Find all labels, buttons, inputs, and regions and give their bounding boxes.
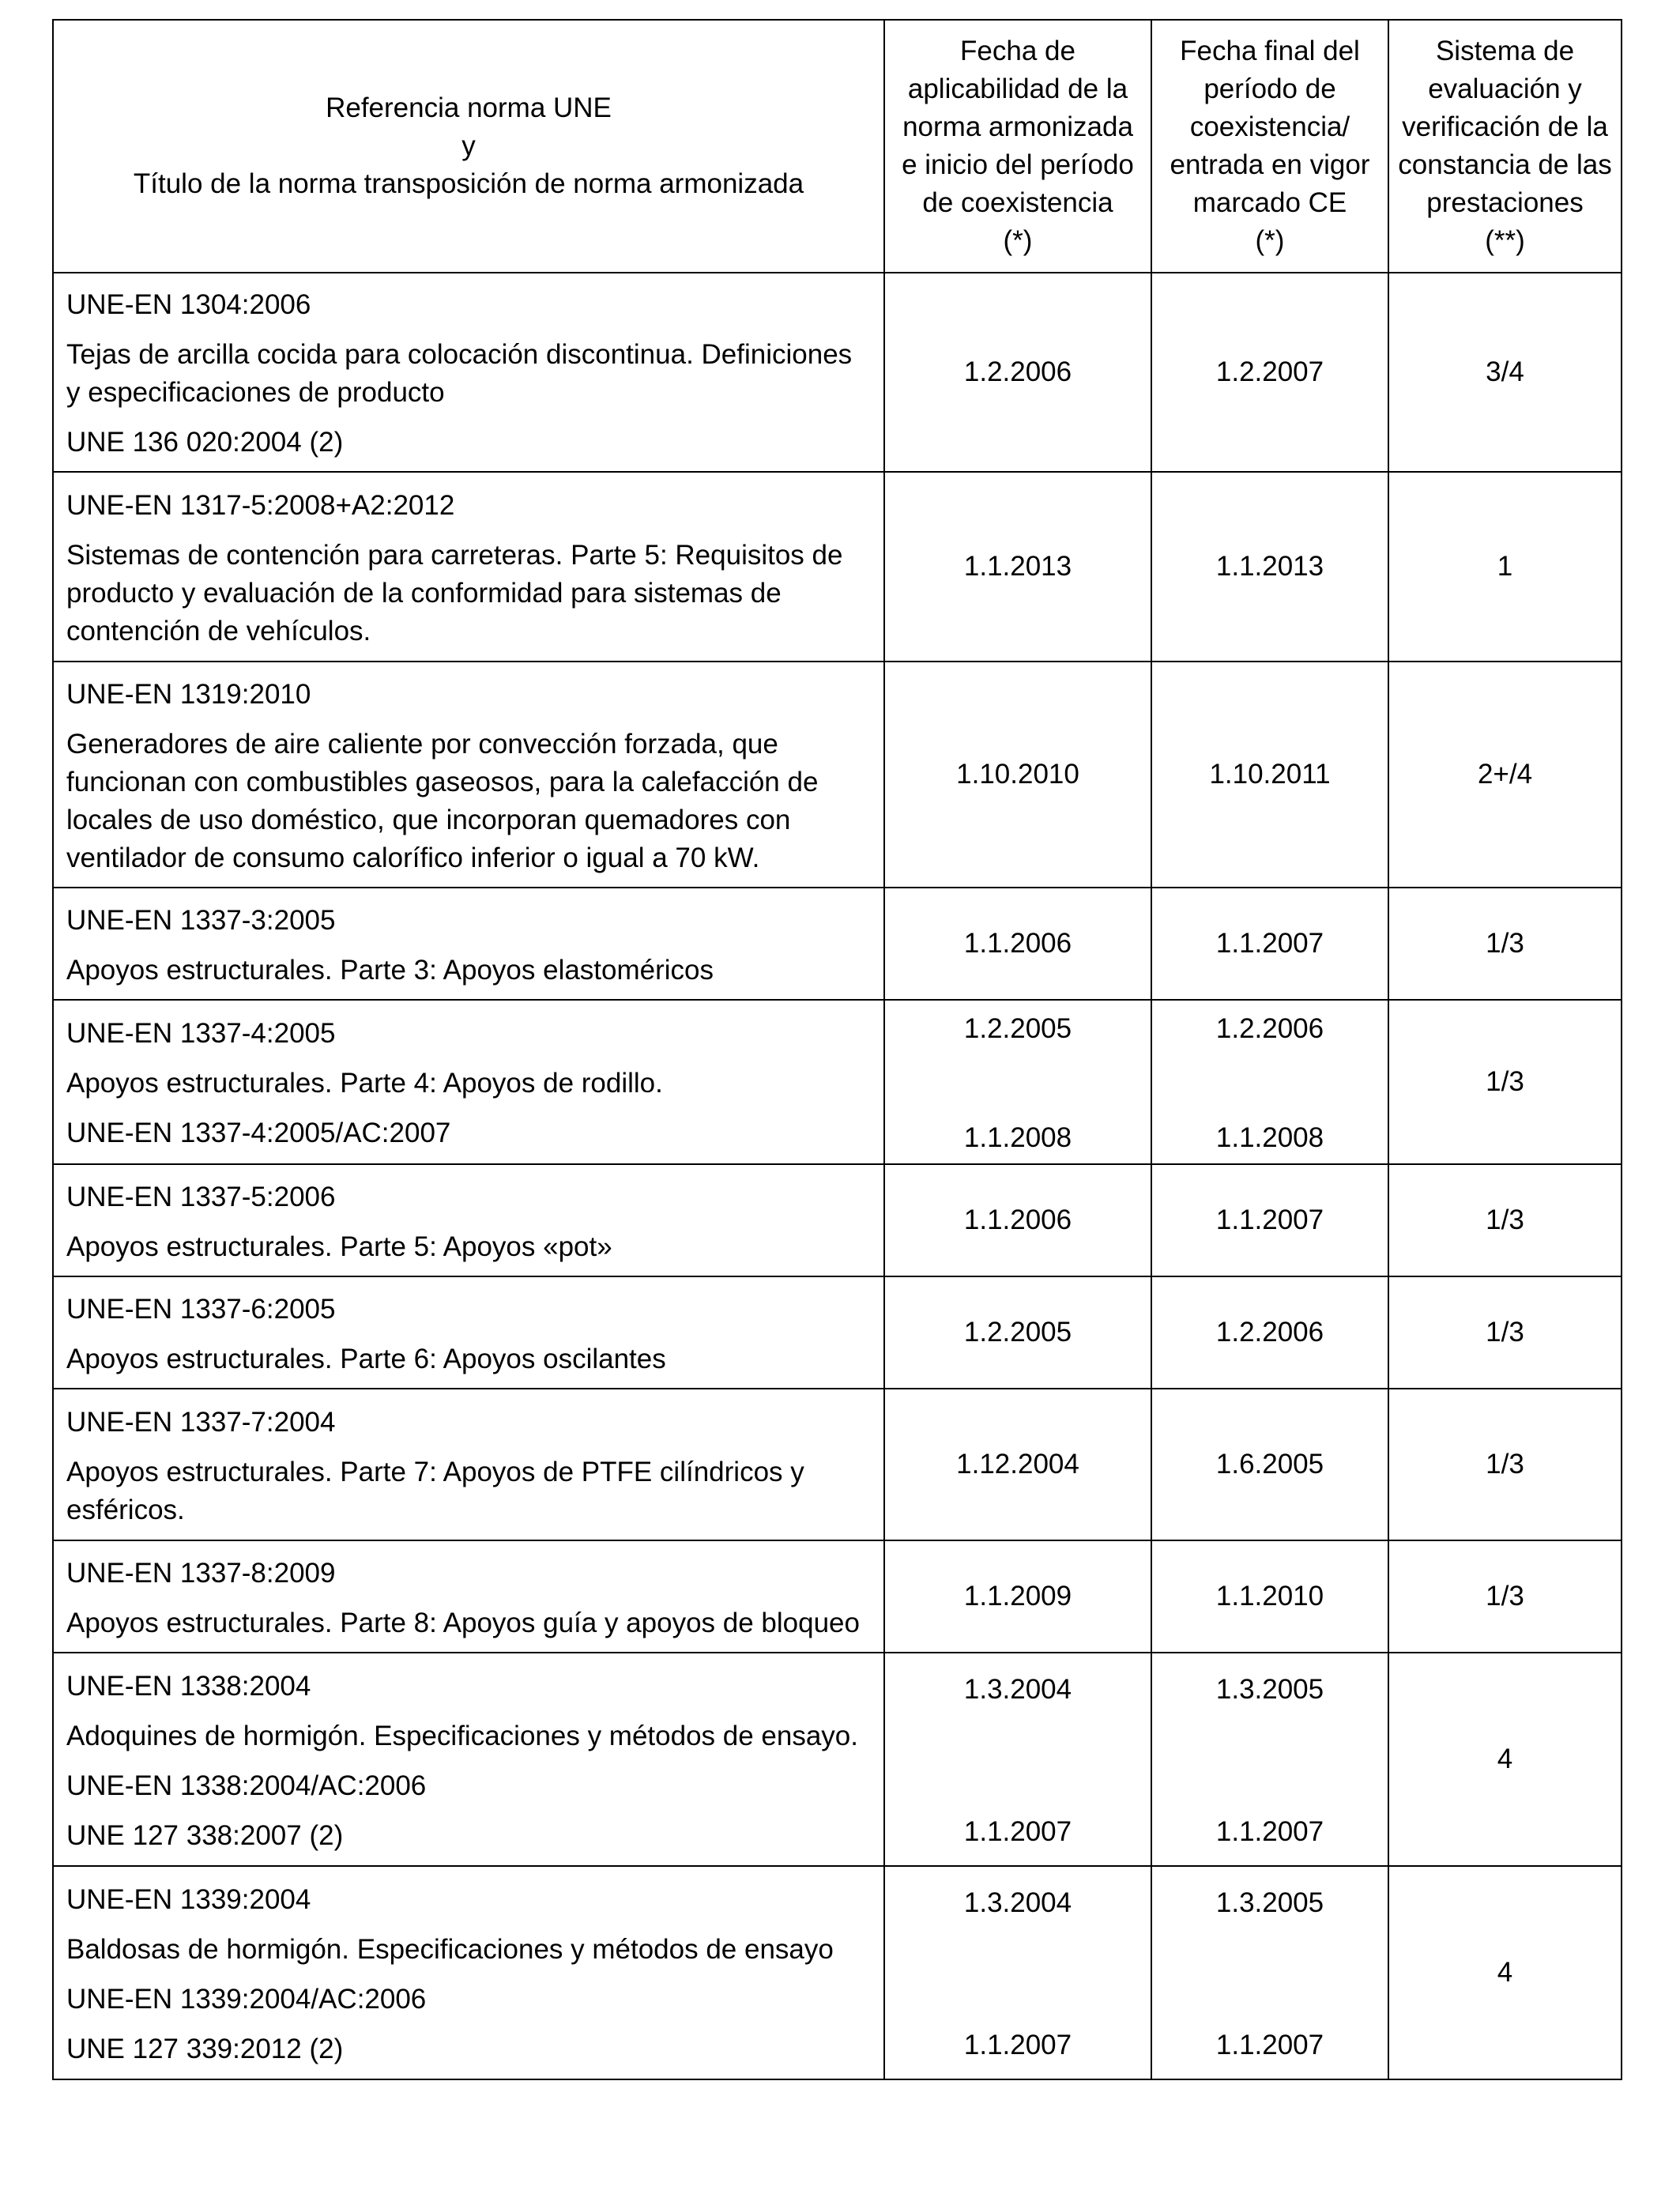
system-cell <box>1388 1389 1622 1540</box>
end-date-cell <box>1151 1653 1388 1866</box>
system-cell <box>1388 1866 1622 2079</box>
end-date-cell <box>1151 888 1388 1000</box>
header-text: evaluación y <box>1428 74 1582 104</box>
header-text: y <box>461 130 476 161</box>
header-text: norma armonizada <box>902 111 1133 142</box>
header-text: verificación de la <box>1402 111 1608 142</box>
applicability-date-cell <box>884 472 1151 662</box>
system-cell <box>1388 273 1622 472</box>
system-value: 1/3 <box>1486 928 1524 959</box>
standard-reference: UNE-EN 1337-5:2006 <box>66 1181 336 1212</box>
table-row <box>53 1540 1622 1653</box>
header-reference <box>53 20 884 273</box>
table-row <box>53 1653 1622 1866</box>
header-text: Sistema de <box>1435 36 1575 66</box>
date-value: 1.3.2005 <box>1215 1887 1324 1918</box>
date-value: 1.1.2013 <box>1215 551 1324 582</box>
applicability-date-cell <box>884 1000 1151 1164</box>
table-row <box>53 1389 1622 1540</box>
reference-cell <box>53 1540 884 1653</box>
date-value: 1.1.2010 <box>1215 1581 1324 1612</box>
header-text: marcado CE <box>1192 187 1347 218</box>
standard-title: Apoyos estructurales. Parte 8: Apoyos guía y apoyos de bloqueo <box>66 1607 860 1638</box>
date-value: 1.10.2011 <box>1209 759 1331 790</box>
standard-title: Apoyos estructurales. Parte 5: Apoyos «pot» <box>66 1231 612 1262</box>
reference-cell <box>53 472 884 662</box>
date-value: 1.3.2005 <box>1215 1674 1324 1705</box>
standard-title: Apoyos estructurales. Parte 4: Apoyos de rodillo. <box>66 1068 663 1099</box>
reference-cell <box>53 1866 884 2079</box>
system-cell <box>1388 1164 1622 1276</box>
date-value: 1.3.2004 <box>963 1674 1072 1705</box>
table-header-row <box>53 20 1622 273</box>
date-value: 1.3.2004 <box>963 1887 1072 1918</box>
header-text: coexistencia/ <box>1189 111 1350 142</box>
standard-reference: UNE-EN 1337-6:2005 <box>66 1293 336 1325</box>
system-value: 1 <box>1497 551 1513 582</box>
system-cell <box>1388 888 1622 1000</box>
date-value: 1.1.2008 <box>1215 1122 1324 1153</box>
standard-title: Apoyos estructurales. Parte 7: Apoyos de PTFE cilíndricos y esféricos. <box>66 1456 804 1525</box>
header-text: Fecha final del <box>1180 36 1360 66</box>
reference-cell <box>53 1389 884 1540</box>
system-value: 4 <box>1497 1957 1513 1988</box>
header-text: (*) <box>1003 225 1033 256</box>
date-value: 1.1.2006 <box>963 928 1072 959</box>
date-value: 1.2.2006 <box>1215 1013 1324 1044</box>
applicability-date-cell <box>884 1164 1151 1276</box>
end-date-cell <box>1151 1164 1388 1276</box>
applicability-date-cell <box>884 888 1151 1000</box>
header-text: (**) <box>1485 225 1525 256</box>
end-date-cell <box>1151 1389 1388 1540</box>
header-text: (*) <box>1255 225 1285 256</box>
system-value: 1/3 <box>1486 1066 1524 1097</box>
header-text: Referencia norma UNE <box>326 92 612 123</box>
reference-cell <box>53 1653 884 1866</box>
system-value: 1/3 <box>1486 1204 1524 1235</box>
date-value: 1.2.2006 <box>1215 1317 1324 1348</box>
system-cell <box>1388 472 1622 662</box>
end-date-cell <box>1151 273 1388 472</box>
applicability-date-cell <box>884 1276 1151 1389</box>
date-value: 1.2.2007 <box>1215 356 1324 387</box>
standard-reference: UNE-EN 1338:2004 <box>66 1670 311 1702</box>
system-cell <box>1388 662 1622 888</box>
header-text: Fecha de <box>960 36 1075 66</box>
date-value: 1.1.2007 <box>1215 928 1324 959</box>
end-date-cell <box>1151 1866 1388 2079</box>
end-date-cell <box>1151 472 1388 662</box>
document-page <box>52 19 1621 2080</box>
date-value: 1.2.2005 <box>963 1013 1072 1044</box>
system-cell <box>1388 1540 1622 1653</box>
standard-reference: UNE-EN 1337-4:2005/AC:2007 <box>66 1118 451 1148</box>
standard-reference: UNE-EN 1304:2006 <box>66 289 311 320</box>
header-system <box>1388 20 1622 273</box>
system-value: 1/3 <box>1486 1581 1524 1612</box>
system-value: 4 <box>1497 1744 1513 1774</box>
harmonized-standards-table <box>52 19 1622 2080</box>
date-value: 1.1.2009 <box>963 1581 1072 1612</box>
standard-reference: UNE-EN 1317-5:2008+A2:2012 <box>66 489 455 521</box>
standard-title: Tejas de arcilla cocida para colocación discontinua. Definiciones y especificaciones de producto <box>66 339 853 408</box>
date-value: 1.1.2006 <box>963 1204 1072 1235</box>
table-row <box>53 888 1622 1000</box>
header-end-date <box>1151 20 1388 273</box>
standard-reference: UNE-EN 1338:2004/AC:2006 <box>66 1770 427 1801</box>
date-value: 1.2.2006 <box>963 356 1072 387</box>
standard-reference: UNE-EN 1339:2004/AC:2006 <box>66 1983 427 2015</box>
system-value: 1/3 <box>1486 1449 1524 1480</box>
reference-cell <box>53 1000 884 1164</box>
standard-title: Adoquines de hormigón. Especificaciones y métodos de ensayo. <box>66 1720 858 1751</box>
standard-reference: UNE-EN 1339:2004 <box>66 1883 311 1915</box>
reference-cell <box>53 662 884 888</box>
applicability-date-cell <box>884 1866 1151 2079</box>
standard-reference: UNE 127 339:2012 (2) <box>66 2033 344 2064</box>
standard-reference: UNE-EN 1337-3:2005 <box>66 904 336 936</box>
applicability-date-cell <box>884 273 1151 472</box>
end-date-cell <box>1151 1000 1388 1164</box>
applicability-date-cell <box>884 1389 1151 1540</box>
date-value: 1.1.2008 <box>963 1122 1072 1153</box>
header-applicability-date <box>884 20 1151 273</box>
table-row <box>53 662 1622 888</box>
date-value: 1.10.2010 <box>956 759 1079 790</box>
header-text: e inicio del período <box>902 149 1134 180</box>
standard-reference: UNE-EN 1319:2010 <box>66 678 311 710</box>
applicability-date-cell <box>884 1653 1151 1866</box>
date-value: 1.1.2007 <box>963 1816 1072 1847</box>
table-row <box>53 1276 1622 1389</box>
standard-title: Generadores de aire caliente por convección forzada, que funcionan con combustibles gaseosos, para la calefacción de locales de uso doméstico, que incorporan quemadores con ventilador de consumo calorífico inferior o igual a 70 kW. <box>66 728 819 873</box>
standard-title: Baldosas de hormigón. Especificaciones y métodos de ensayo <box>66 1933 834 1965</box>
table-row <box>53 1164 1622 1276</box>
system-cell <box>1388 1000 1622 1164</box>
end-date-cell <box>1151 662 1388 888</box>
applicability-date-cell <box>884 1540 1151 1653</box>
reference-cell <box>53 1276 884 1389</box>
standard-reference: UNE 127 338:2007 (2) <box>66 1819 344 1851</box>
table-row <box>53 1000 1622 1164</box>
table-row <box>53 1866 1622 2079</box>
date-value: 1.2.2005 <box>963 1317 1072 1348</box>
date-value: 1.1.2007 <box>963 2030 1072 2060</box>
header-text: Título de la norma transposición de norma armonizada <box>133 168 804 199</box>
standard-title: Apoyos estructurales. Parte 6: Apoyos oscilantes <box>66 1343 666 1374</box>
table-row <box>53 273 1622 472</box>
reference-cell <box>53 1164 884 1276</box>
standard-reference: UNE-EN 1337-4:2005 <box>66 1018 336 1049</box>
header-text: aplicabilidad de la <box>907 74 1128 104</box>
system-value: 1/3 <box>1486 1317 1524 1348</box>
table-row <box>53 472 1622 662</box>
date-value: 1.6.2005 <box>1215 1449 1324 1480</box>
system-value: 2+/4 <box>1477 759 1533 790</box>
reference-cell <box>53 273 884 472</box>
system-value: 3/4 <box>1486 356 1524 387</box>
header-text: de coexistencia <box>922 187 1113 218</box>
reference-cell <box>53 888 884 1000</box>
header-text: prestaciones <box>1426 187 1584 218</box>
date-value: 1.1.2013 <box>963 551 1072 582</box>
date-value: 1.12.2004 <box>956 1449 1079 1480</box>
header-text: período de <box>1203 74 1336 104</box>
standard-reference: UNE-EN 1337-8:2009 <box>66 1557 336 1589</box>
applicability-date-cell <box>884 662 1151 888</box>
header-text: constancia de las <box>1398 149 1612 180</box>
standard-title: Sistemas de contención para carreteras. Parte 5: Requisitos de producto y evaluación de la conformidad para sistemas de contención de vehículos. <box>66 539 843 647</box>
standard-reference: UNE-EN 1337-7:2004 <box>66 1406 336 1438</box>
system-cell <box>1388 1653 1622 1866</box>
standard-title: Apoyos estructurales. Parte 3: Apoyos elastoméricos <box>66 954 714 986</box>
date-value: 1.1.2007 <box>1215 1204 1324 1235</box>
system-cell <box>1388 1276 1622 1389</box>
end-date-cell <box>1151 1276 1388 1389</box>
header-text: entrada en vigor <box>1170 149 1370 180</box>
date-value: 1.1.2007 <box>1215 1816 1324 1847</box>
standard-reference: UNE 136 020:2004 (2) <box>66 427 344 458</box>
date-value: 1.1.2007 <box>1215 2030 1324 2060</box>
end-date-cell <box>1151 1540 1388 1653</box>
